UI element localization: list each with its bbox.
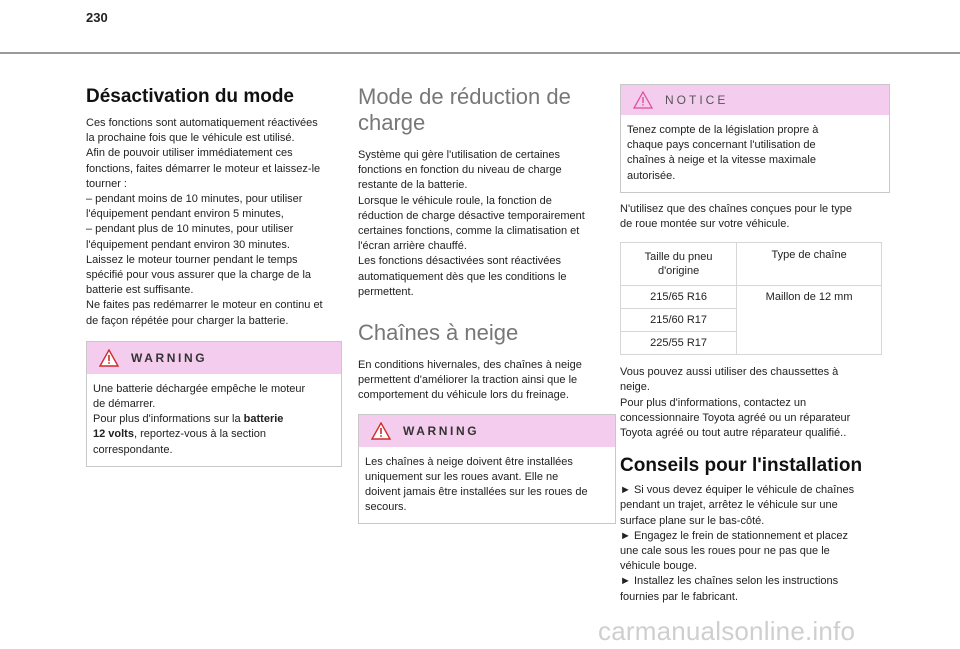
text-line: concessionnaire Toyota agréé ou un réparateur: [620, 411, 851, 424]
warning-box-body: [359, 447, 615, 524]
warning-box-battery: [86, 341, 342, 467]
text-line: ► Engagez le frein de stationnement et placez: [620, 529, 848, 542]
table-cell-tyre: 215/60 R17: [621, 309, 737, 332]
text-line: Vous pouvez aussi utiliser des chaussettes à: [620, 366, 839, 379]
text-line: Système qui gère l'utilisation de certaines: [358, 149, 561, 161]
text-line: pendant un trajet, arrêtez le véhicule sur une: [620, 499, 838, 512]
text-line: neige.: [620, 381, 650, 394]
text-line: permettent d'améliorer la traction ainsi que le: [358, 374, 578, 387]
heading-line: charge: [358, 110, 426, 135]
text-line: l'équipement pendant environ 5 minutes,: [86, 208, 284, 221]
text-line: chaque pays concernant l'utilisation de: [627, 139, 816, 152]
table-cell-tyre: 225/55 R17: [621, 332, 737, 355]
column-left: [86, 68, 342, 467]
text-line: [93, 427, 331, 442]
text-line: Lorsque le véhicule roule, la fonction de: [358, 194, 552, 207]
bold-term-battery: batterie: [243, 413, 284, 426]
text-line: N'utilisez que des chaînes conçues pour le type: [620, 202, 853, 215]
table-header-chain: Type de chaîne: [737, 243, 882, 286]
text-line: réduction de charge désactive temporairement: [358, 209, 585, 222]
text-line: comportement du véhicule lors du freinage.: [358, 389, 569, 402]
text-line: fonctions, faites démarrer le moteur et laissez-le: [86, 162, 321, 175]
text-line: doivent jamais être installées sur les roues de: [365, 486, 588, 499]
column-middle: [358, 68, 616, 524]
text-line: chaînes à neige et la vitesse maximale: [627, 154, 816, 167]
snow-chains-text: [358, 358, 616, 404]
text-line: Les chaînes à neige doivent être installées: [365, 455, 573, 468]
section-heading-deactivation: Désactivation du mode: [86, 86, 294, 107]
text-line: une cale sous les roues pour ne pas que le: [620, 545, 830, 558]
text-line: uniquement sur les roues avant. Elle ne: [365, 470, 559, 483]
text-line: spécifié pour vous assurer que la charge de la: [86, 269, 312, 282]
warning-box-header: [359, 415, 615, 447]
text-line: ► Si vous devez équiper le véhicule de chaînes: [620, 484, 855, 497]
deactivation-text: [86, 116, 342, 329]
header-line: Taille du pneu: [644, 251, 713, 264]
warning-box-body: [87, 374, 341, 466]
warning-triangle-icon: [99, 349, 119, 367]
text-line: – pendant plus de 10 minutes, pour utiliser: [86, 223, 294, 236]
table-header-row: [621, 243, 882, 286]
text-fragment: , reportez-vous à la section: [133, 428, 267, 441]
text-line: batterie est suffisante.: [86, 284, 194, 297]
page-number: 230: [86, 10, 108, 25]
text-line: ► Installez les chaînes selon les instructions: [620, 575, 839, 588]
text-line: tourner :: [86, 177, 127, 190]
text-line: Tenez compte de la législation propre à: [627, 124, 819, 136]
text-line: Une batterie déchargée empêche le moteur: [93, 382, 306, 395]
table-header-tyre: [621, 243, 737, 286]
header-line: d'origine: [657, 265, 700, 278]
chains-table: [620, 242, 882, 355]
text-line: Afin de pouvoir utiliser immédiatement ces: [86, 147, 293, 160]
notice-box-header: [621, 85, 889, 115]
text-fragment: Pour plus d'informations sur la: [93, 413, 244, 426]
text-line: la prochaine fois que le véhicule est utilisé.: [86, 132, 295, 145]
text-line: de façon répétée pour charger la batterie.: [86, 314, 289, 327]
warning-box-chains: [358, 414, 616, 525]
installation-text: [620, 483, 890, 605]
text-line: fournies par le fabricant.: [620, 590, 739, 603]
text-line: Pour plus d'informations, contactez un: [620, 396, 807, 409]
text-line: fonctions en fonction du niveau de charge: [358, 164, 562, 177]
chains-intro-text: [620, 202, 890, 232]
text-line: – pendant moins de 10 minutes, pour utiliser: [86, 193, 303, 206]
text-line: permettent.: [358, 285, 414, 298]
text-line: En conditions hivernales, des chaînes à neige: [358, 359, 582, 372]
text-line: véhicule bouge.: [620, 560, 698, 573]
warning-box-header: [87, 342, 341, 374]
heading-line: Mode de réduction de: [358, 84, 571, 109]
text-line: de démarrer.: [93, 398, 156, 411]
text-line: Ces fonctions sont automatiquement réactivées: [86, 117, 318, 129]
notice-title: NOTICE: [665, 93, 729, 107]
text-line: autorisée.: [627, 169, 676, 182]
header-divider: [0, 52, 960, 54]
notice-box-body: [621, 115, 889, 192]
text-line: secours.: [365, 501, 407, 514]
text-line: Toyota agréé ou tout autre réparateur qualifié..: [620, 427, 847, 440]
section-heading-snow-chains: Chaînes à neige: [358, 320, 519, 346]
text-line: Laissez le moteur tourner pendant le temps: [86, 253, 298, 266]
section-heading-installation: Conseils pour l'installation: [620, 455, 863, 477]
text-line: automatiquement dès que les conditions le: [358, 270, 567, 283]
text-line: l'écran arrière chauffé.: [358, 240, 467, 253]
load-reduction-text: [358, 148, 616, 300]
text-line: certaines fonctions, comme la climatisation et: [358, 225, 580, 238]
text-line: Ne faites pas redémarrer le moteur en continu et: [86, 299, 323, 312]
section-heading-load-reduction: [358, 84, 616, 136]
text-line: surface plane sur le bas-côté.: [620, 514, 765, 527]
notice-box-legislation: [620, 84, 890, 193]
watermark-url[interactable]: carmanualsonline.info: [598, 616, 856, 646]
warning-triangle-icon: [371, 422, 391, 440]
table-cell-chain-type: Maillon de 12 mm: [737, 286, 882, 355]
bold-term-12v: 12 volts: [93, 428, 134, 441]
text-line: restante de la batterie.: [358, 179, 468, 192]
notice-triangle-icon: [633, 91, 653, 109]
table-row: [621, 286, 882, 309]
column-right: [620, 68, 890, 605]
warning-title: WARNING: [403, 423, 480, 438]
warning-title: WARNING: [131, 350, 208, 365]
text-line: correspondante.: [93, 443, 173, 456]
text-line: de roue montée sur votre véhicule.: [620, 218, 790, 231]
text-line: l'équipement pendant environ 30 minutes.: [86, 238, 290, 251]
text-line: Les fonctions désactivées sont réactivées: [358, 255, 562, 268]
table-cell-tyre: 215/65 R16: [621, 286, 737, 309]
after-table-text: [620, 365, 890, 441]
text-line: [93, 412, 331, 427]
